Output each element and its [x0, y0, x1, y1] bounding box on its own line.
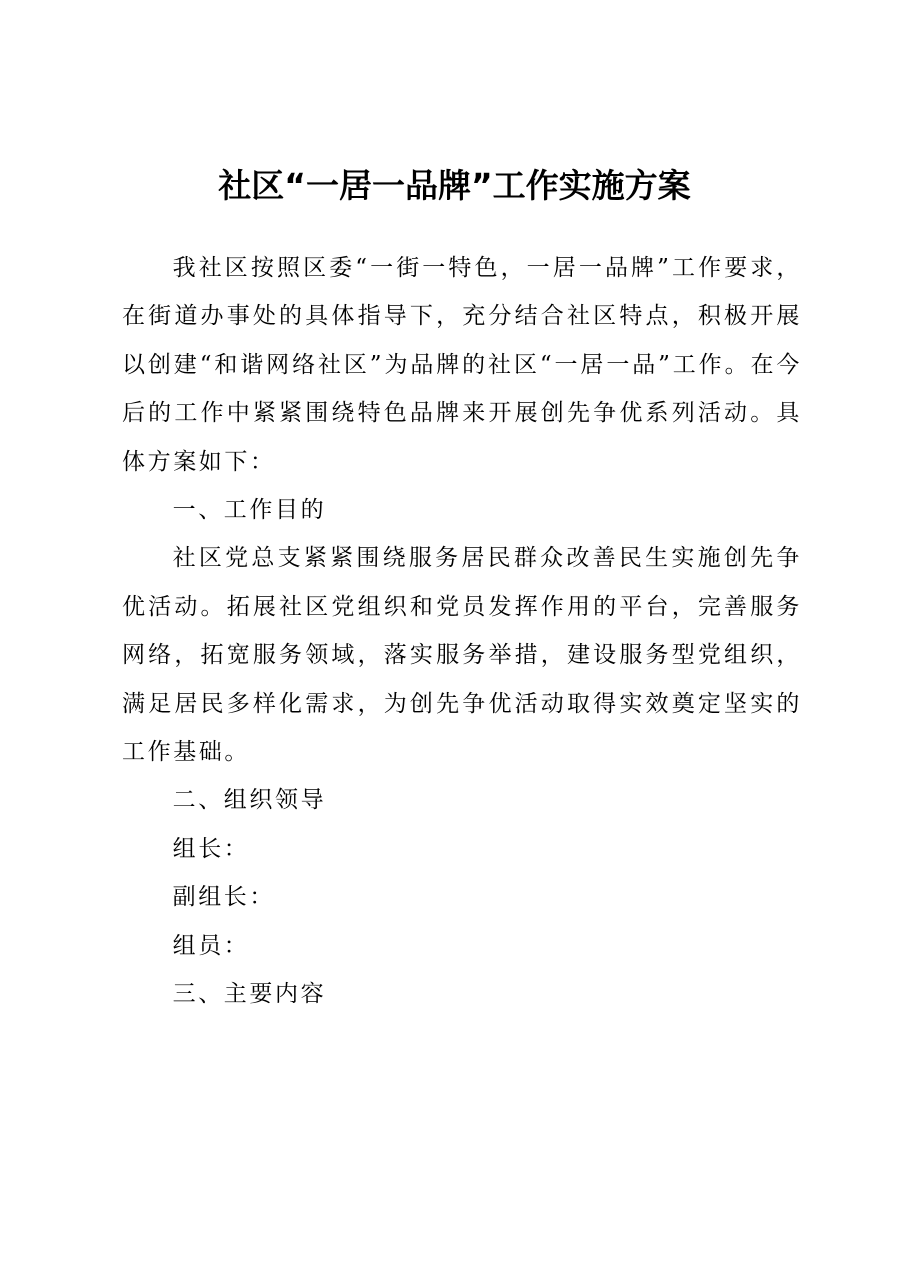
intro-paragraph: 我社区按照区委“一街一特色，一居一品牌”工作要求，在街道办事处的具体指导下，充分结合社区特点，积极开展以创建“和谐网络社区”为品牌的社区“一居一品”工作。在今后的工作中紧紧围绕特色品牌来开展创先争优系列活动。具体方案如下： [122, 255, 802, 475]
section-heading-leadership: 二、组织领导 [172, 787, 327, 814]
leader-line: 组长： [172, 835, 250, 862]
members-line: 组员： [172, 932, 250, 959]
document-body [122, 244, 802, 1019]
section-heading-purpose: 一、工作目的 [172, 497, 327, 524]
purpose-paragraph: 社区党总支紧紧围绕服务居民群众改善民生实施创先争优活动。拓展社区党组织和党员发挥作用的平台，完善服务网络，拓宽服务领域，落实服务举措，建设服务型党组织，满足居民多样化需求，为创先争优活动取得实效奠定坚实的工作基础。 [122, 545, 802, 766]
section-heading-content: 三、主要内容 [172, 981, 327, 1008]
deputy-leader-line: 副组长： [172, 884, 275, 911]
document-title: 社区“一居一品牌”工作实施方案 [218, 166, 691, 205]
